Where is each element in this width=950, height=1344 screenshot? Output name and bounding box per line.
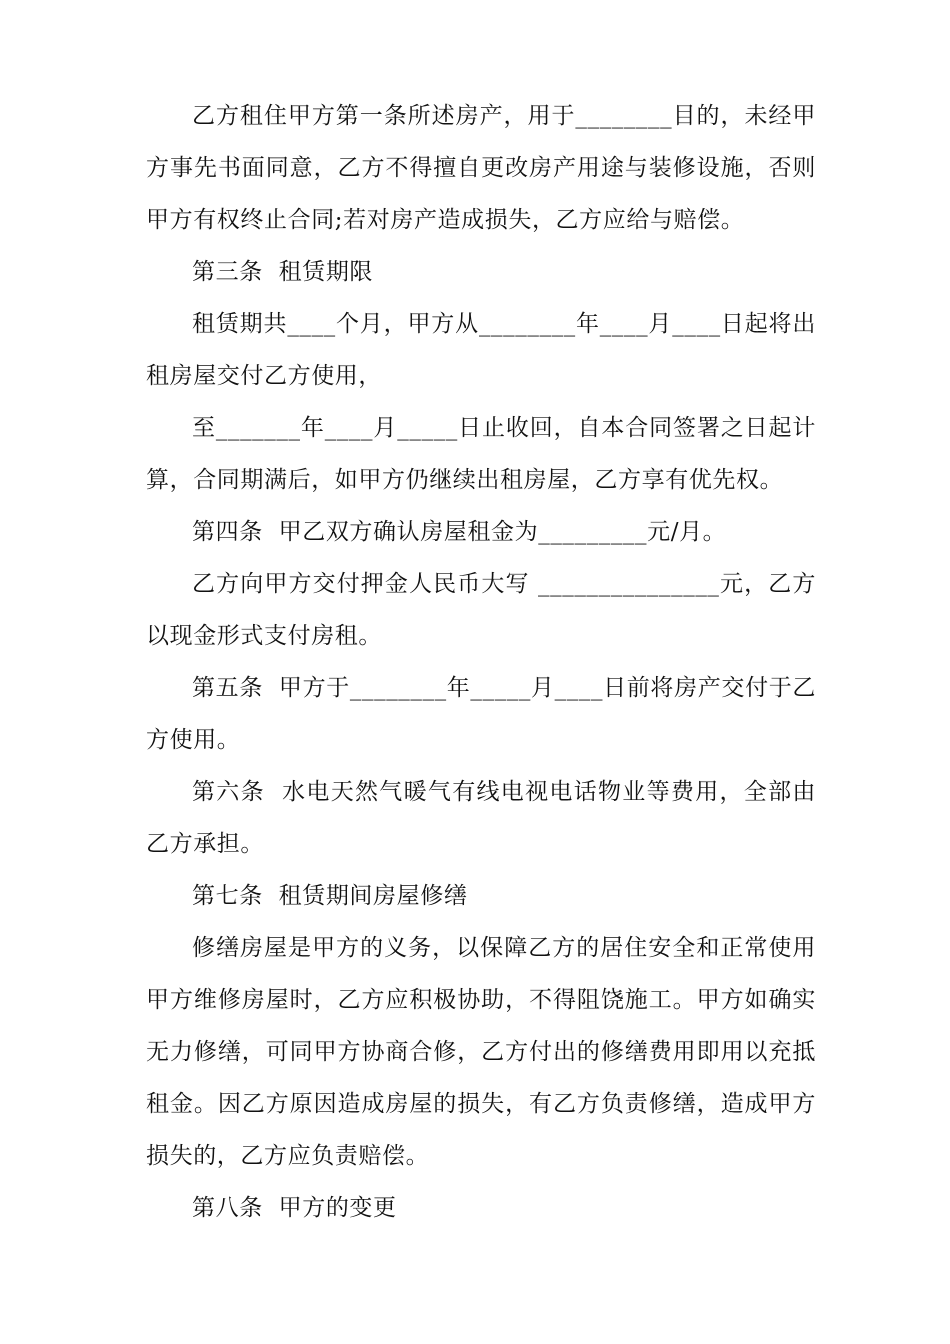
article-3-heading: 第三条 租赁期限 <box>192 259 374 285</box>
article-8-heading: 第八条 甲方的变更 <box>192 1195 397 1221</box>
article-7-heading: 第七条 租赁期间房屋修缮 <box>192 883 468 909</box>
article-5-delivery: 第五条 甲方于________年_____月____日前将房产交付于乙方使用。 <box>146 675 816 753</box>
paragraph-usage-clause: 乙方租住甲方第一条所述房产，用于________目的，未经甲方事先书面同意，乙方不得擅自更改房产用途与装修设施，否则甲方有权终止合同;若对房产造成损失，乙方应给与赔偿。 <box>146 103 816 233</box>
paragraph-deposit: 乙方向甲方交付押金人民币大写 _______________元，乙方以现金形式支付房租。 <box>146 571 816 649</box>
article-4-rent: 第四条 甲乙双方确认房屋租金为_________元/月。 <box>192 519 727 545</box>
paragraph-lease-term-start: 租赁期共____个月，甲方从________年____月____日起将出租房屋交付乙方使用， <box>146 311 816 389</box>
article-6-utilities: 第六条 水电天然气暖气有线电视电话物业等费用，全部由乙方承担。 <box>146 779 816 857</box>
document-body <box>146 90 816 1234</box>
paragraph-repairs: 修缮房屋是甲方的义务，以保障乙方的居住安全和正常使用甲方维修房屋时，乙方应积极协助，不得阻饶施工。甲方如确实无力修缮，可同甲方协商合修，乙方付出的修缮费用即用以充抵租金。因乙方原因造成房屋的损失，有乙方负责修缮，造成甲方损失的，乙方应负责赔偿。 <box>146 935 816 1169</box>
paragraph-lease-term-end: 至_______年____月_____日止收回，自本合同签署之日起计算，合同期满后，如甲方仍继续出租房屋，乙方享有优先权。 <box>146 415 816 493</box>
